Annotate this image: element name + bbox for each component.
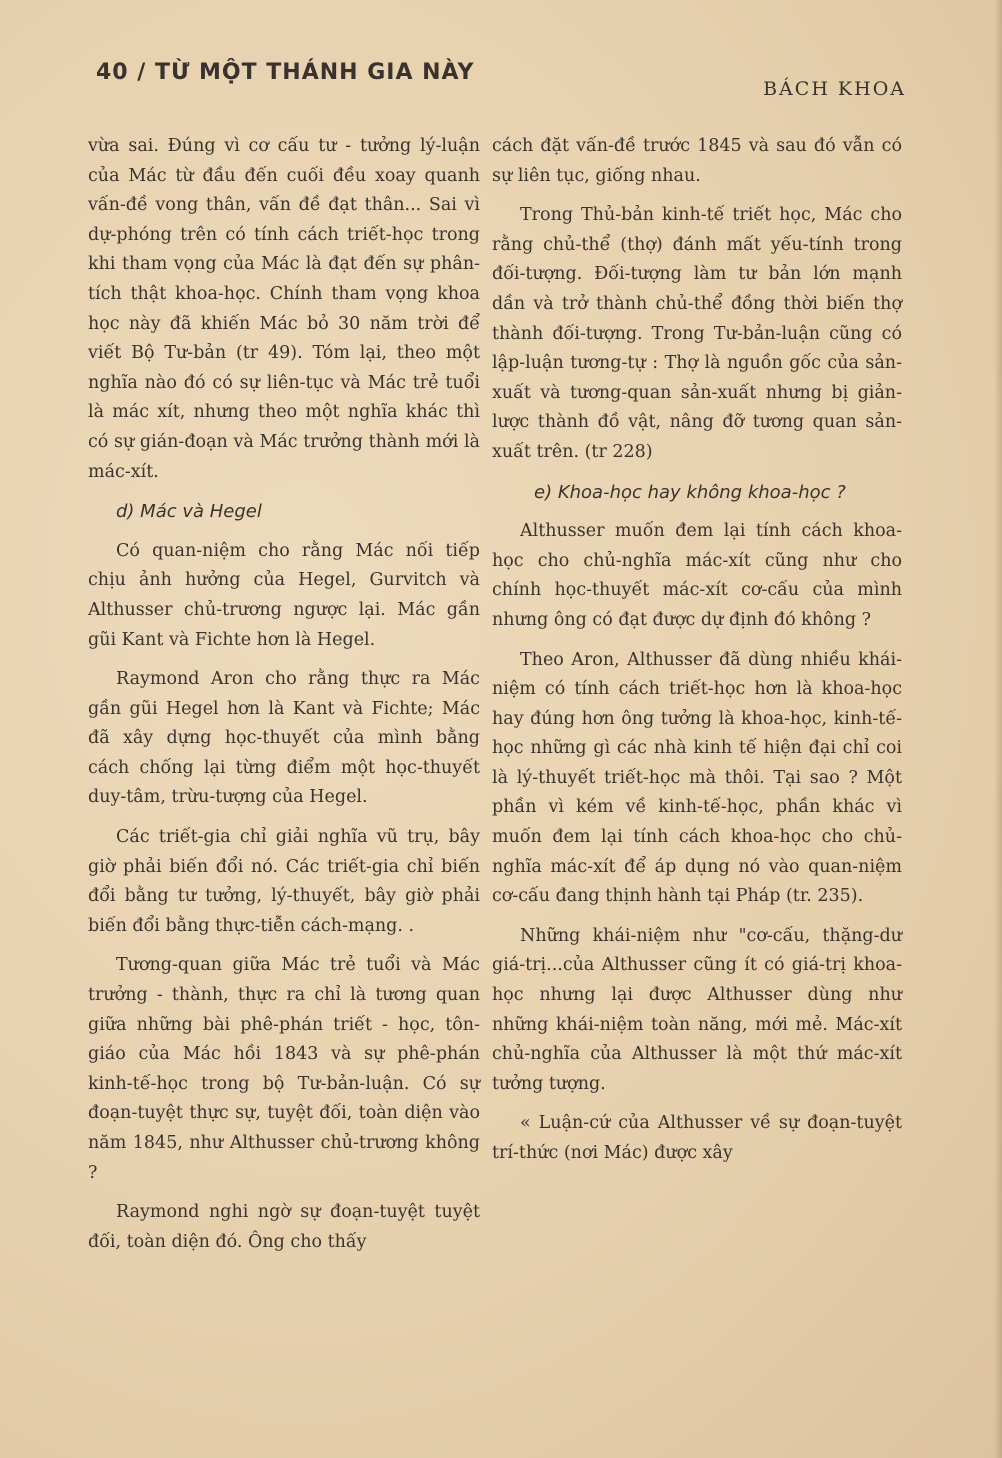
paragraph: Raymond nghi ngờ sự đoạn-tuyệt tuyệt đối, toàn diện đó. Ông cho thấy	[88, 1202, 480, 1252]
left-column	[88, 132, 480, 1267]
paragraph: Raymond Aron cho rằng thực ra Mác gần gũi Hegel hơn là Kant và Fichte; Mác đã xây dựng học-thuyết của mình bằng cách chống lại từng điểm một học-thuyết duy-tâm, trừu-tượng của Hegel.	[88, 669, 480, 808]
paragraph: Có quan-niệm cho rằng Mác nối tiếp chịu ảnh hưởng của Hegel, Gurvitch và Althusser chủ-trương ngược lại. Mác gần gũi Kant và Fichte hơn là Hegel.	[88, 540, 480, 650]
paragraph: cách đặt vấn-đề trước 1845 và sau đó vẫn có sự liên tục, giống nhau.	[492, 136, 902, 186]
paragraph: Althusser muốn đem lại tính cách khoa-học cho chủ-nghĩa mác-xít cũng như cho chính học-thuyết mác-xít cơ-cấu của mình nhưng ông có đạt được dự định đó không ?	[492, 521, 902, 630]
running-title: 40 / TỪ MỘT THÁNH GIA NÀY	[96, 60, 475, 85]
page-header	[96, 60, 906, 100]
paragraph: vừa sai. Đúng vì cơ cấu tư - tưởng lý-luận của Mác từ đầu đến cuối đều xoay quanh vấn-đề vong thân, vấn đề đạt thân... Sai vì dự-phóng trên có tính cách triết-học trong khi tham vọng của Mác là đạt đến sự phân-tích thật khoa-học. Chính tham vọng khoa học này đã khiến Mác bỏ 30 năm trời để viết Bộ Tư-bản (tr 49). Tóm lại, theo một nghĩa nào đó có sự liên-tục và Mác trẻ tuổi là mác xít, nhưng theo một nghĩa khác thì có sự gián-đoạn và Mác trưởng thành mới là mác-xít.	[88, 136, 480, 482]
paragraph: « Luận-cứ của Althusser về sự đoạn-tuyệt trí-thức (nơi Mác) được xây	[492, 1113, 902, 1163]
right-column	[492, 132, 902, 1169]
paragraph: Trong Thủ-bản kinh-tế triết học, Mác cho rằng chủ-thể (thợ) đánh mất yếu-tính trong đối-tượng. Đối-tượng làm tư bản lớn mạnh dần và trở thành chủ-thể đồng thời biến thợ thành đối-tượng. Trong Tư-bản-luận cũng có lập-luận tương-tự : Thợ là nguồn gốc của sản-xuất và tương-quan sản-xuất nhưng bị giản-lược thành đồ vật, nâng đỡ tương quan sản-xuất trên. (tr 228)	[492, 205, 902, 462]
page-edge-shadow	[994, 0, 1002, 1458]
paragraph: Theo Aron, Althusser đã dùng nhiều khái-niệm có tính cách triết-học hơn là khoa-học hay đúng hơn ông tưởng là khoa-học, kinh-tế-học những gì các nhà kinh tế hiện đại chỉ coi là lý-thuyết triết-học mà thôi. Tại sao ? Một phần vì kém về kinh-tế-học, phần khác vì muốn đem lại tính cách khoa-học cho chủ-nghĩa mác-xít để áp dụng nó vào quan-niệm cơ-cấu đang thịnh hành tại Pháp (tr. 235).	[492, 649, 902, 907]
paragraph: Các triết-gia chỉ giải nghĩa vũ trụ, bây giờ phải biến đổi nó. Các triết-gia chỉ biến đổi bằng tư tưởng, lý-thuyết, bây giờ phải biến đổi bằng thực-tiễn cách-mạng. .	[88, 827, 480, 936]
magazine-name: BÁCH KHOA	[763, 78, 906, 100]
paragraph: Tương-quan giữa Mác trẻ tuổi và Mác trưởng - thành, thực ra chỉ là tương quan giữa những bài phê-phán triết - học, tôn-giáo của Mác hồi 1843 và sự phê-phán kinh-tế-học trong bộ Tư-bản-luận. Có sự đoạn-tuyệt thực sự, tuyệt đối, toàn diện vào năm 1845, như Althusser chủ-trương không ?	[88, 955, 480, 1183]
section-heading-e: e) Khoa-học hay không khoa-học ?	[534, 481, 846, 503]
section-heading-d: d) Mác và Hegel	[116, 501, 262, 523]
paragraph: Những khái-niệm như "cơ-cấu, thặng-dư giá-trị...của Althusser cũng ít có giá-trị khoa-học nhưng lại được Althusser dùng như những khái-niệm toàn năng, mới mẻ. Mác-xít chủ-nghĩa của Althusser là một thứ mác-xít tưởng tượng.	[492, 925, 902, 1094]
